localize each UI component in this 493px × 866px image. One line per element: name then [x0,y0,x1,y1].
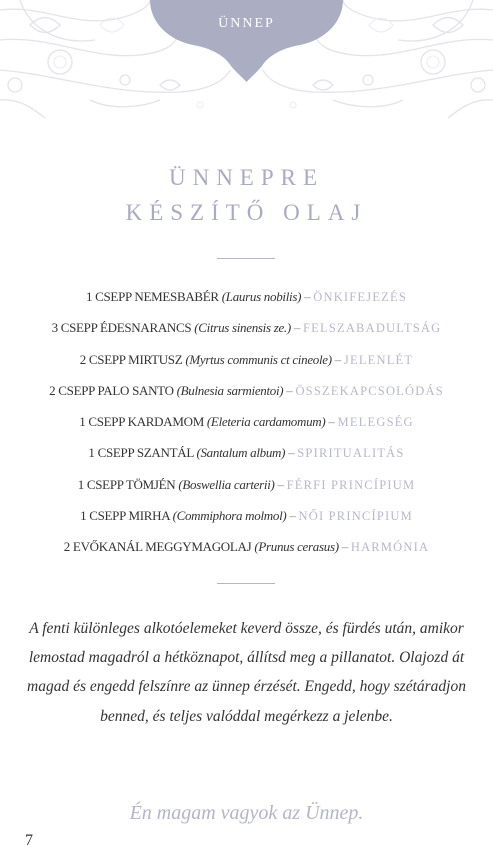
recipe-amount: 1 CSEPP MIRHA [80,508,170,524]
recipe-quality: FELSZABADULTSÁG [303,321,442,336]
recipe-quality: ÖSSZEKAPCSOLÓDÁS [295,383,444,398]
closing-affirmation: Én magam vagyok az Ünnep. [129,802,364,824]
recipe-amount: 1 CSEPP KARDAMOM [79,414,204,430]
recipe-line [0,348,493,379]
separator-dash: – [289,508,296,524]
recipe-amount: 3 CSEPP ÉDESNARANCS [51,320,192,336]
recipe-amount: 2 CSEPP MIRTUSZ [79,351,183,367]
recipe-quality: HARMÓNIA [350,540,430,555]
page-number: 7 [25,832,33,849]
recipe-quality: JELENLÉT [343,352,414,367]
recipe-quality: ÖNKIFEJEZÉS [313,290,407,304]
header-tab-label: ÜNNEP [218,16,275,31]
title-line-2: KÉSZÍTŐ OLAJ [125,200,368,225]
recipe-latin-name: (Laurus nobilis) [221,289,302,304]
separator-dash: – [304,289,311,304]
recipe-amount: 2 CSEPP PALO SANTO [49,382,174,398]
recipe-line [0,504,493,535]
recipe-line [0,535,493,566]
recipe-quality: NŐI PRINCÍPIUM [298,509,413,524]
separator-dash: – [277,476,284,492]
header-tab-shape [150,0,343,82]
recipe-amount: 1 CSEPP TÖMJÉN [77,476,176,492]
recipe-quality: FÉRFI PRINCÍPIUM [286,477,416,492]
separator-dash: – [328,414,335,430]
recipe-latin-name: (Myrtus communis ct cineole) [185,351,332,367]
recipe-line [0,441,493,472]
separator-dash: – [286,382,293,398]
recipe-latin-name: (Prunus cerasus) [254,539,339,555]
recipe-line [0,379,493,410]
recipe-quality: SPIRITUALITÁS [297,446,405,461]
separator-dash: – [288,445,295,461]
separator-dash: – [293,320,301,336]
recipe-amount: 2 EVŐKANÁL MEGGYMAGOLAJ [63,539,252,555]
recipe-list [0,285,493,567]
recipe-latin-name: (Bulnesia sarmientoi) [176,382,284,398]
recipe-amount: 1 CSEPP SZANTÁL [88,445,194,461]
separator-dash: – [341,539,348,555]
recipe-latin-name: (Eleteria cardamomum) [206,414,326,430]
recipe-line [0,473,493,504]
recipe-latin-name: (Boswellia carterii) [178,476,275,492]
instructions-paragraph: A fenti különleges alkotóelemeket keverd össze, és fürdés után, amikor lemostad magadról a hétköznapot, állítsd meg a pillanatot. Olajozd át magad és engedd felszínre az ünnep érzését. Engedd, hogy szétáradjon benned, és teljes valóddal megérkezz a jelenbe. [27,620,466,725]
recipe-line [0,410,493,441]
recipe-latin-name: (Santalum album) [196,445,286,461]
recipe-line [0,316,493,347]
recipe-latin-name: (Citrus sinensis ze.) [194,320,291,336]
recipe-quality: MELEGSÉG [337,415,414,430]
divider-bottom [217,583,275,584]
title-line-1: ÜNNEPRE [168,165,325,190]
separator-dash: – [334,351,341,367]
divider-top [217,258,275,259]
recipe-latin-name: (Commiphora molmol) [172,508,287,524]
recipe-line [0,285,493,316]
recipe-amount: 1 CSEPP NEMESBABÉR [85,289,219,304]
